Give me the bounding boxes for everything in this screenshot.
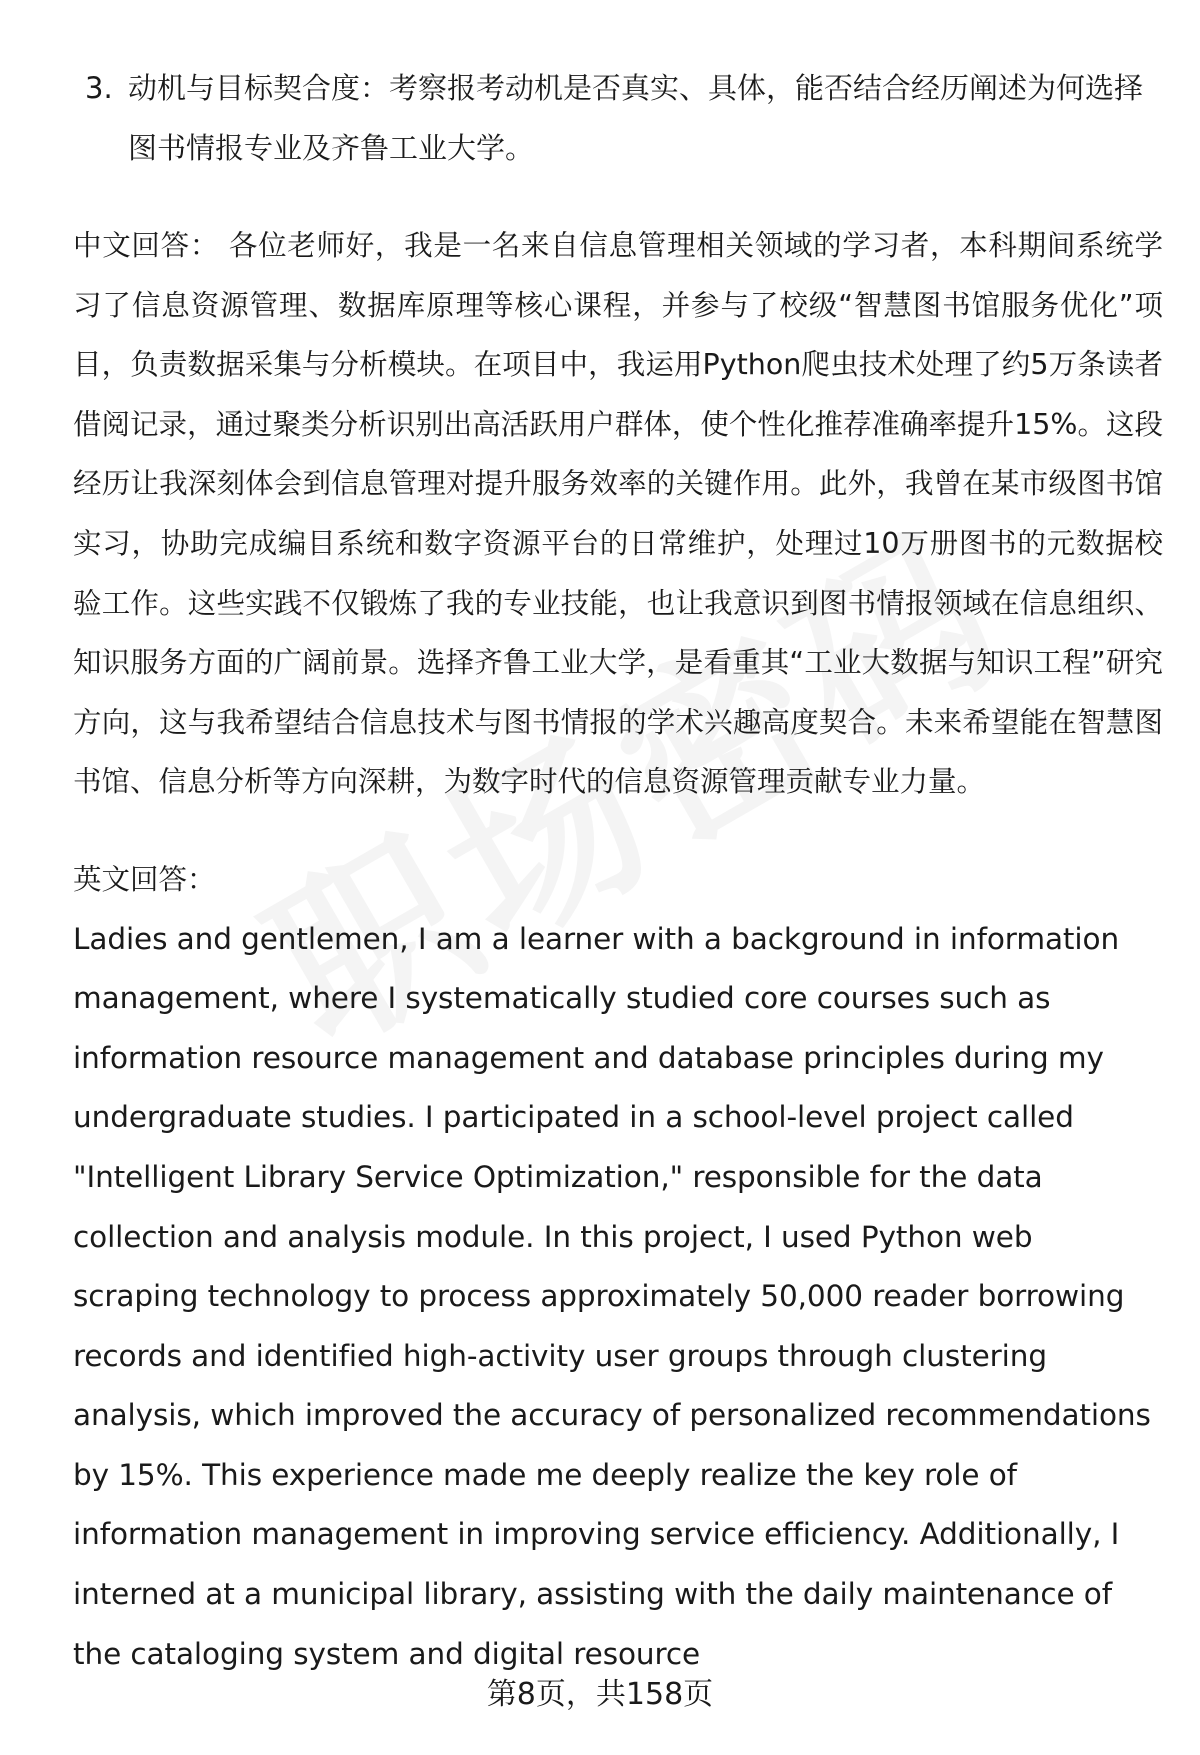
english-answer-label: 英文回答： — [73, 862, 216, 896]
criteria-item-number: 3. — [85, 71, 113, 105]
criteria-item — [73, 58, 1163, 178]
chinese-answer-text: 各位老师好，我是一名来自信息管理相关领域的学习者，本科期间系统学习了信息资源管理、数据库原理等核心课程，并参与了校级“智慧图书馆服务优化”项目，负责数据采集与分析模块。在项目中，我运用Python爬虫技术处理了约5万条读者借阅记录，通过聚类分析识别出高活跃用户群体，使个性化推荐准确率提升15%。这段经历让我深刻体会到信息管理对提升服务效率的关键作用。此外，我曾在某市级图书馆实习，协助完成编目系统和数字资源平台的日常维护，处理过10万册图书的元数据校验工作。这些实践不仅锻炼了我的专业技能，也让我意识到图书情报领域在信息组织、知识服务方面的广阔前景。选择齐鲁工业大学，是看重其“工业大数据与知识工程”研究方向，这与我希望结合信息技术与图书情报的学术兴趣高度契合。未来希望能在智慧图书馆、信息分析等方向深耕，为数字时代的信息资源管理贡献专业力量。 — [73, 229, 1163, 799]
chinese-answer — [73, 216, 1163, 812]
english-answer-text: Ladies and gentlemen, I am a learner with a background in information management, where I systematically studied core courses such as information resource management and database principles during my undergraduate studies. I participated in a school-level project called "Intelligent Library Service Optimization," responsible for the data collection and analysis module. In this project, I used Python web scraping technology to process approximately 50,000 reader borrowing records and identified high-activity user groups through clustering analysis, which improved the accuracy of personalized recommendations by 15%. This experience made me deeply realize the key role of information management in improving service efficiency. Additionally, I interned at a municipal library, assisting with the daily maintenance of the cataloging system and digital resource — [73, 921, 1151, 1671]
document-body — [73, 58, 1163, 1684]
chinese-answer-label: 中文回答： — [73, 229, 220, 262]
page-number: 第8页，共158页 — [486, 1677, 714, 1712]
criteria-item-text: 动机与目标契合度：考察报考动机是否真实、具体，能否结合经历阐述为何选择图书情报专业及齐鲁工业大学。 — [128, 71, 1144, 165]
